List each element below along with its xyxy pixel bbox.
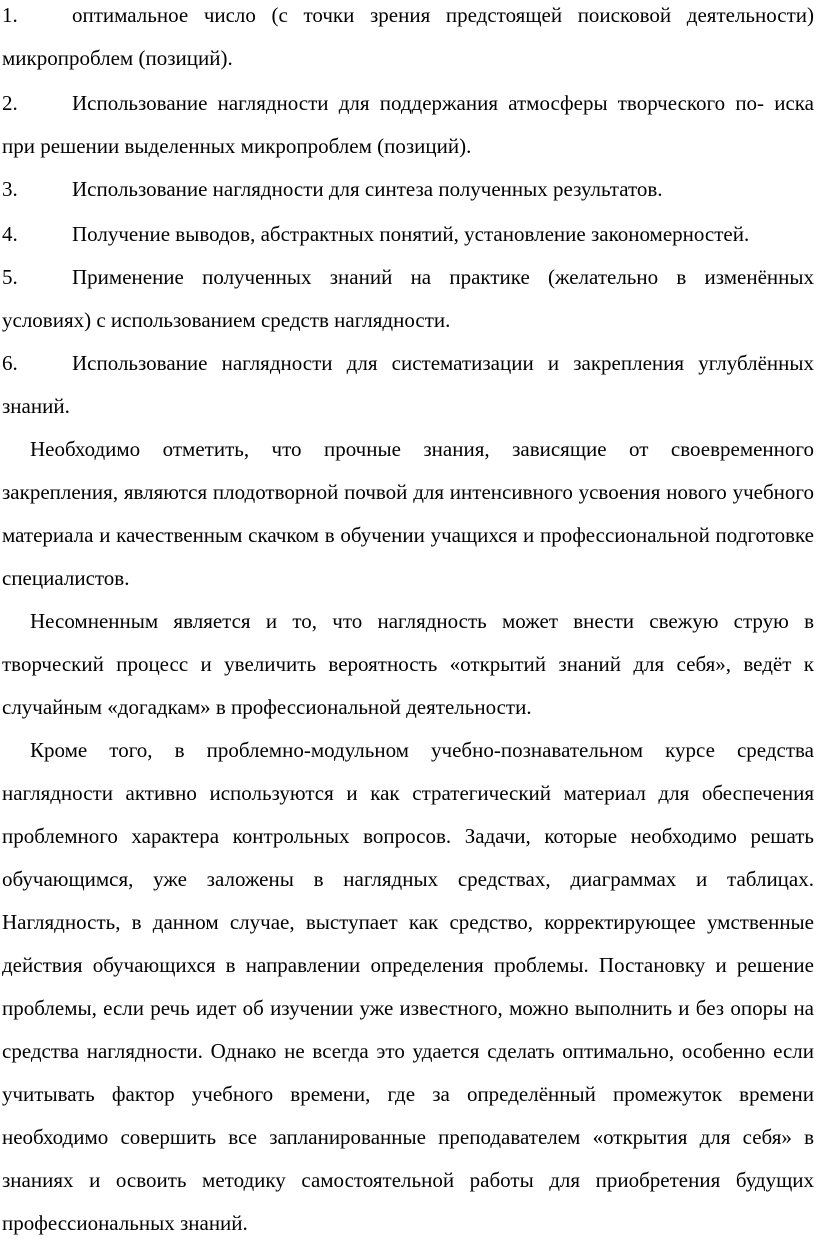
- paragraph-2: Несомненным является и то, что наглядность может внести свежую струю в творческий процесс и увеличить вероятность «открытий знаний для себя», ведёт к случайным «догадкам» в профессиональной деятельности.: [2, 609, 814, 719]
- list-number: 1.: [2, 3, 18, 27]
- paragraph-1: Необходимо отметить, что прочные знания, зависящие от своевременного закрепления, являются плодотворной почвой для интенсивного усвоения нового учебного материала и качественным скачком в обучении учащихся и профессиональной подготовке специалистов.: [2, 437, 814, 590]
- list-number: 3.: [2, 177, 18, 201]
- list-text: Использование наглядности для синтеза полученных результатов.: [72, 177, 663, 201]
- list-number: 4.: [2, 222, 18, 246]
- list-item-5: [2, 256, 814, 342]
- list-item-2: [2, 82, 814, 168]
- paragraph-3: Кроме того, в проблемно-модульном учебно-познавательном курсе средства наглядности активно используются и как стратегический материал для обеспечения проблемного характера контрольных вопросов. Задачи, которые необходимо решать обучающимся, уже заложены в наглядных средствах, диаграммах и таблицах. Наглядность, в данном случае, выступает как средство, корректирующее умственные действия обучающихся в направлении определения проблемы. Постановку и решение проблемы, если речь идет об изучении уже известного, можно выполнить и без опоры на средства наглядности. Однако не всегда это удается сделать оптимально, особенно если учитывать фактор учебного времени, где за определённый промежуток времени необходимо совершить все запланированные преподавателем «открытия для себя» в знаниях и освоить методику самостоятельной работы для приобретения будущих профессиональных знаний.: [2, 738, 814, 1235]
- list-number: 6.: [2, 351, 18, 375]
- list-item-4: [2, 213, 814, 256]
- list-text: Применение полученных знаний на практике (желательно в изменённых условиях) с использованием средств наглядности.: [2, 265, 814, 332]
- list-item-3: [2, 168, 814, 211]
- list-number: 5.: [2, 265, 18, 289]
- list-text: оптимальное число (с точки зрения предстоящей поисковой деятельности) микропроблем (позиций).: [2, 3, 814, 70]
- numbered-list: [2, 0, 814, 428]
- list-text: Использование наглядности для систематизации и закрепления углублённых знаний.: [2, 351, 814, 418]
- list-item-6: [2, 342, 814, 428]
- list-text: Получение выводов, абстрактных понятий, установление закономерностей.: [72, 222, 750, 246]
- list-text: Использование наглядности для поддержания атмосферы творческого по- иска при решении выделенных микропроблем (позиций).: [2, 91, 814, 158]
- list-item-1: [2, 0, 814, 80]
- list-number: 2.: [2, 91, 18, 115]
